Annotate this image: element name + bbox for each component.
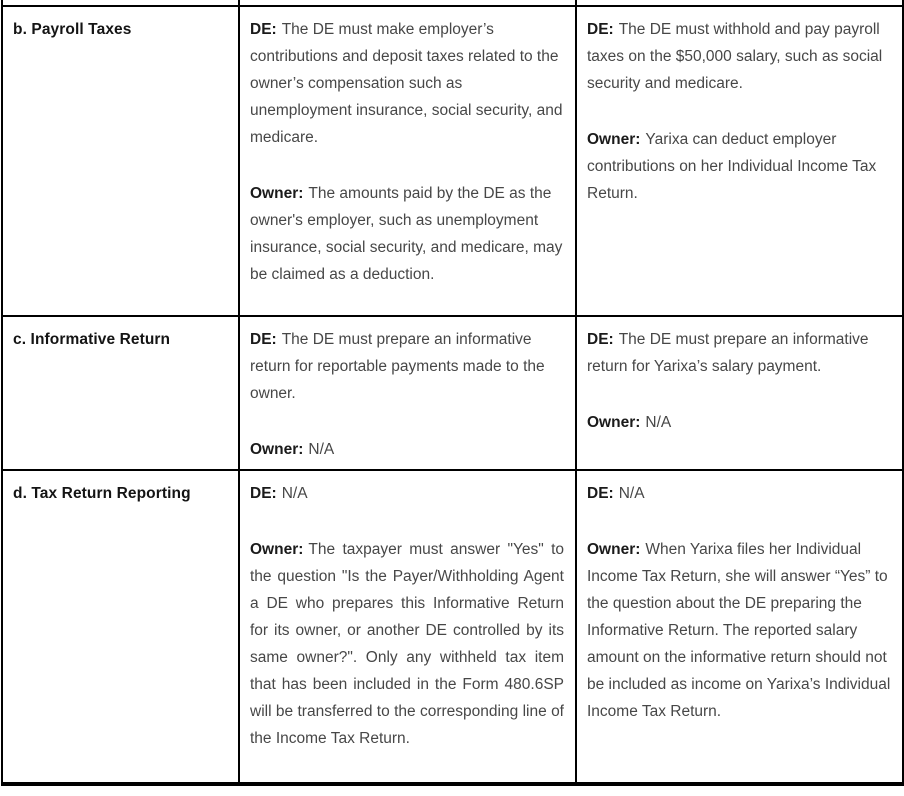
de-paragraph [250, 326, 564, 407]
owner-text: The amounts paid by the DE as the owner's employer, such as unemployment insurance, social security, and medicare, may be claimed as a deduction. [250, 185, 563, 283]
owner-paragraph [250, 536, 564, 752]
de-paragraph [587, 16, 891, 97]
row-header-informative-return [2, 316, 239, 470]
row-header-label: b. Payroll Taxes [13, 21, 132, 38]
cell-payroll-de-column [239, 6, 576, 316]
de-paragraph [250, 480, 564, 507]
owner-paragraph [587, 126, 891, 207]
cell-informative-owner-column [576, 316, 903, 470]
owner-paragraph [587, 536, 891, 725]
table-row-informative-return [2, 316, 903, 470]
owner-label: Owner: [250, 185, 304, 202]
row-header-tax-return-reporting [2, 470, 239, 784]
owner-text: N/A [645, 414, 672, 431]
row-header-label: c. Informative Return [13, 331, 171, 348]
table-row-tax-return-reporting [2, 470, 903, 784]
de-text: N/A [618, 485, 645, 502]
owner-text: The taxpayer must answer "Yes" to the question "Is the Payer/Withholding Agent a DE who prepares this Informative Return for its owner, or another DE controlled by its same owner?". Only any withheld tax item that has been included in the Form 480.6SP will be transferred to the corresponding line of the Income Tax Return. [250, 541, 564, 747]
de-text: The DE must make employer’s contributions and deposit taxes related to the owner’s compensation such as unemployment insurance, social security, and medicare. [250, 21, 563, 146]
de-text: The DE must prepare an informative return for Yarixa’s salary payment. [587, 331, 869, 375]
owner-label: Owner: [587, 541, 641, 558]
row-header-payroll-taxes [2, 6, 239, 316]
owner-label: Owner: [587, 414, 641, 431]
owner-label: Owner: [250, 541, 304, 558]
owner-label: Owner: [250, 441, 304, 458]
owner-text: N/A [308, 441, 335, 458]
table-row-payroll-taxes [2, 6, 903, 316]
owner-paragraph [250, 436, 564, 463]
de-label: DE: [250, 331, 277, 348]
owner-text: When Yarixa files her Individual Income Tax Return, she will answer “Yes” to the question about the DE preparing the Informative Return. The reported salary amount on the informative return should not be included as income on Yarixa’s Individual Income Tax Return. [587, 541, 891, 720]
owner-paragraph [250, 180, 564, 288]
owner-text: Yarixa can deduct employer contributions on her Individual Income Tax Return. [587, 131, 877, 202]
de-text: The DE must prepare an informative return for reportable payments made to the owner. [250, 331, 545, 402]
de-label: DE: [587, 331, 614, 348]
de-label: DE: [250, 485, 277, 502]
de-paragraph [250, 16, 564, 151]
de-paragraph [587, 326, 891, 380]
owner-paragraph [587, 409, 891, 436]
tax-comparison-table [1, 0, 904, 786]
de-paragraph [587, 480, 891, 507]
de-label: DE: [587, 21, 614, 38]
row-header-label: d. Tax Return Reporting [13, 485, 191, 502]
cell-informative-de-column [239, 316, 576, 470]
cell-payroll-owner-column [576, 6, 903, 316]
cell-reporting-de-column [239, 470, 576, 784]
de-label: DE: [250, 21, 277, 38]
de-text: N/A [281, 485, 308, 502]
cell-reporting-owner-column [576, 470, 903, 784]
de-text: The DE must withhold and pay payroll taxes on the $50,000 salary, such as social security and medicare. [587, 21, 883, 92]
owner-label: Owner: [587, 131, 641, 148]
de-label: DE: [587, 485, 614, 502]
